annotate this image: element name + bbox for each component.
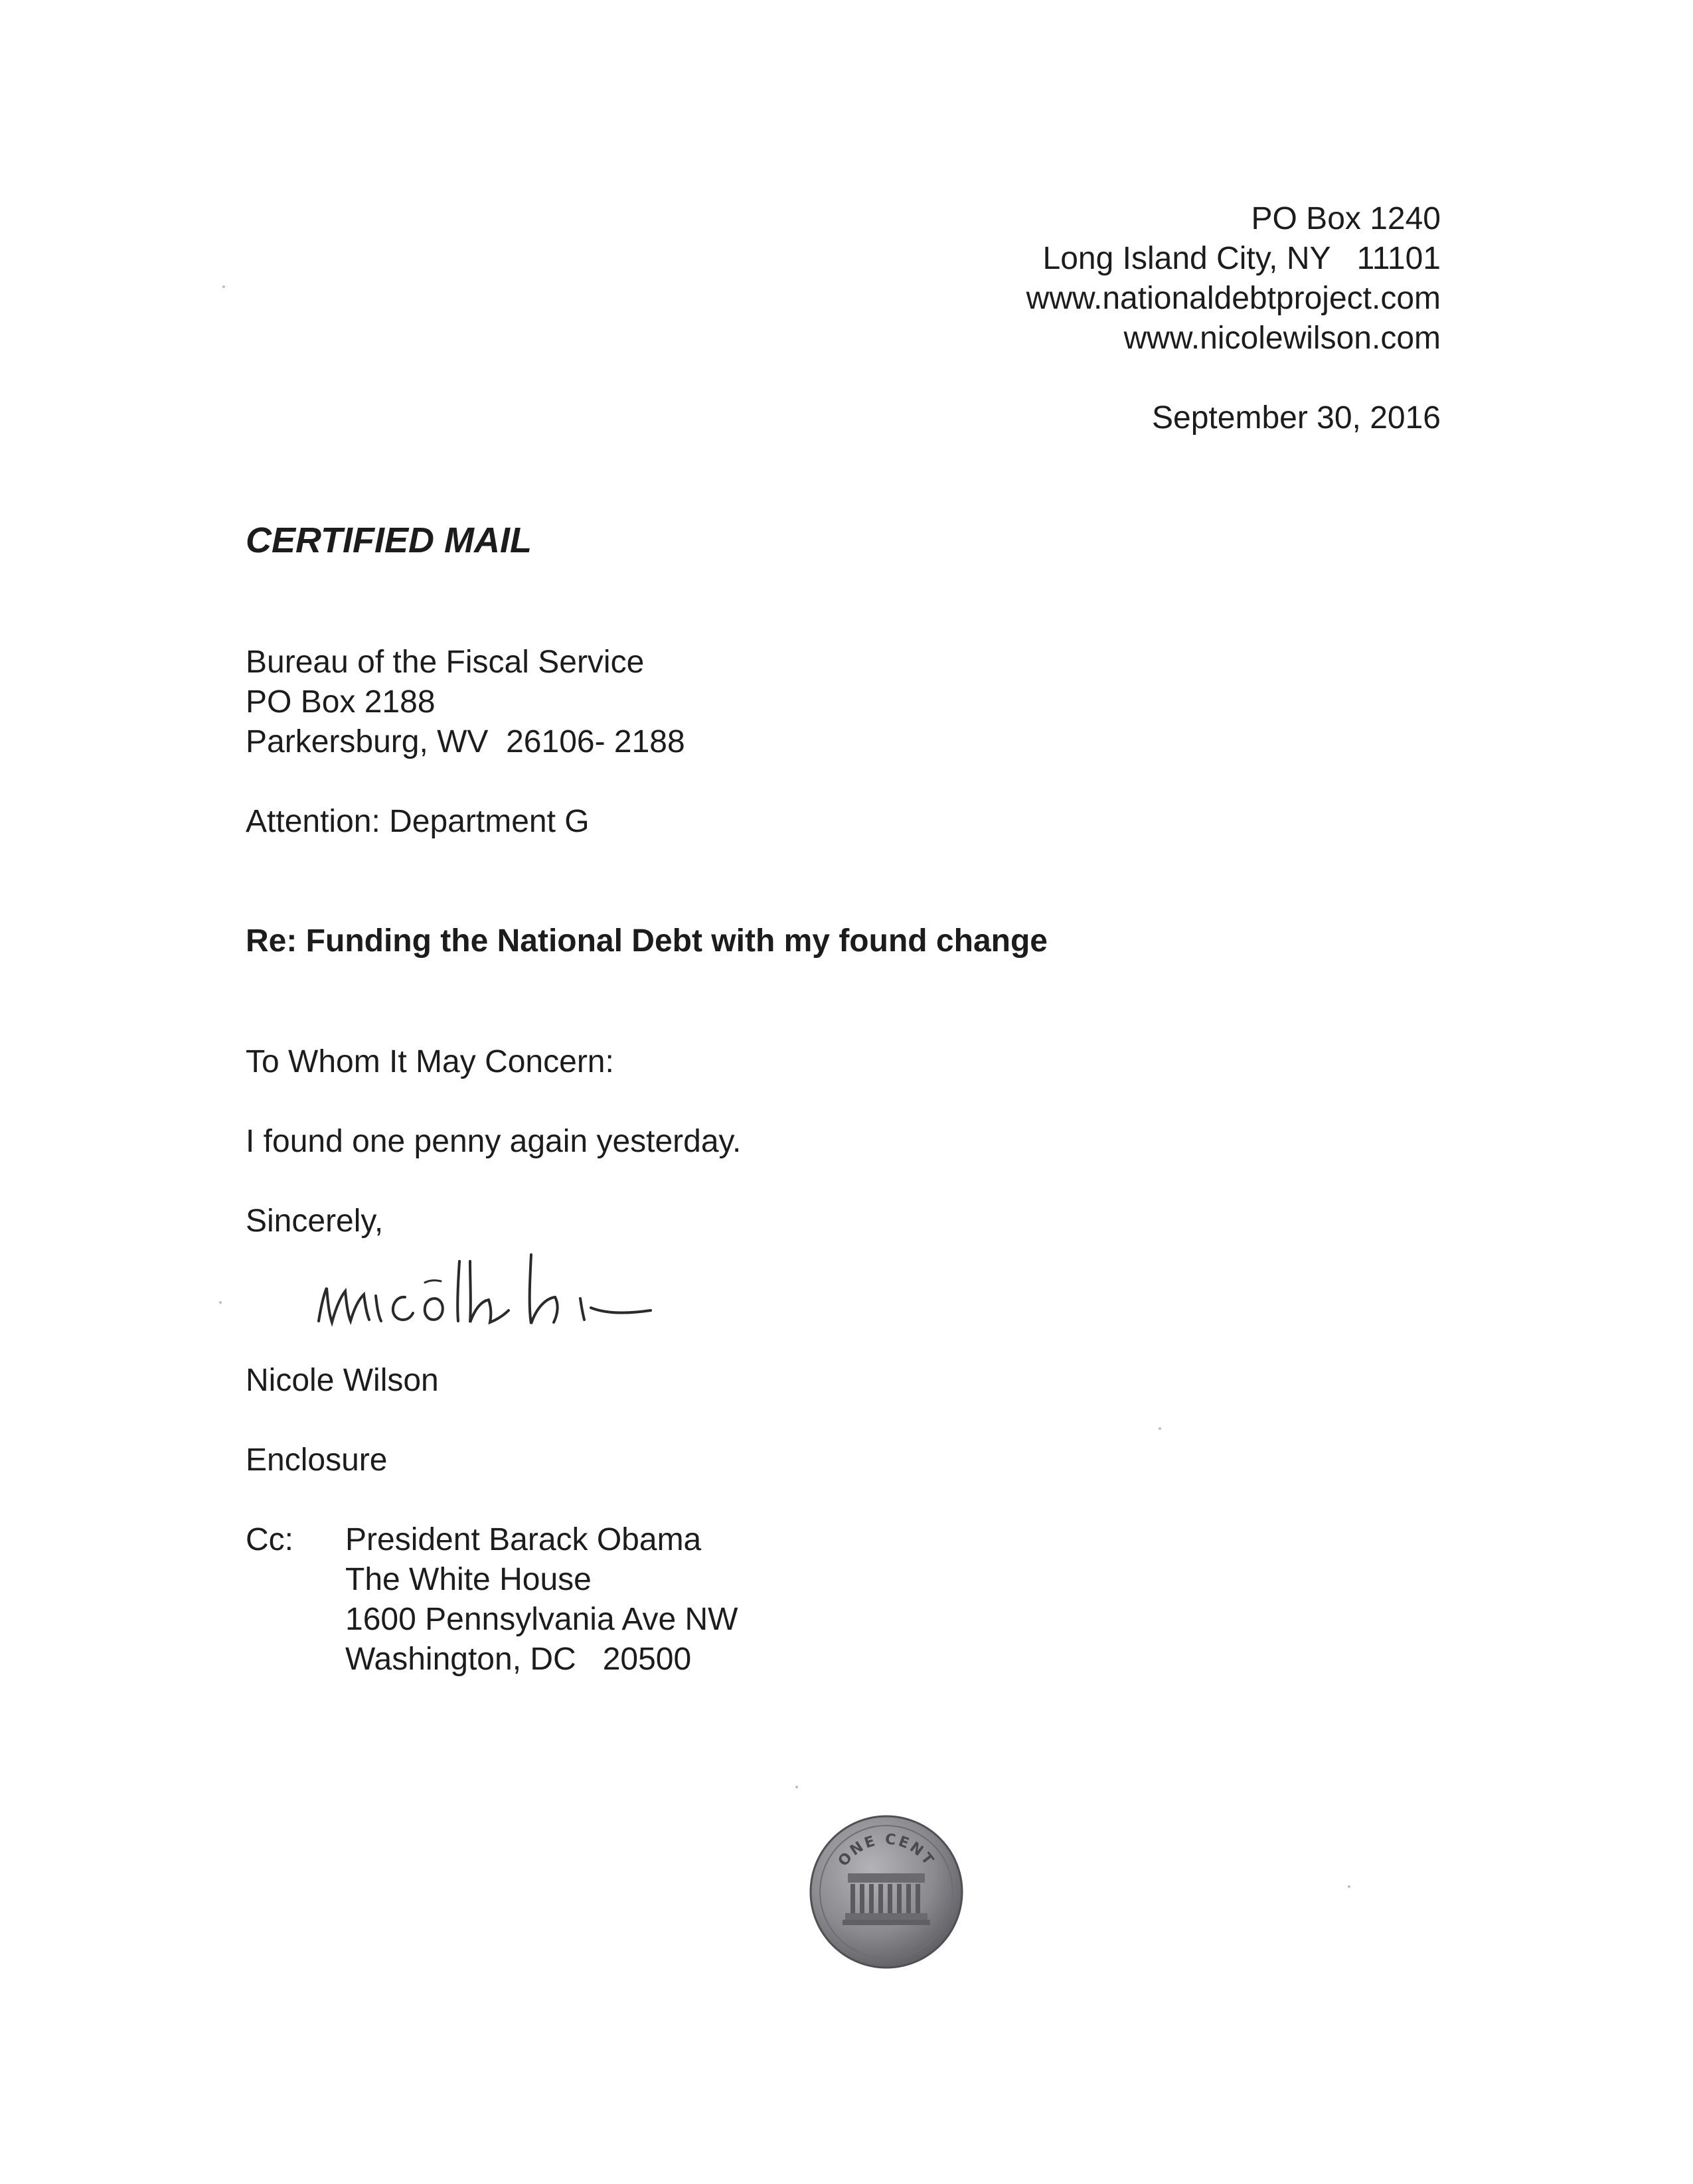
salutation: To Whom It May Concern: (246, 1044, 614, 1079)
attention-line: Attention: Department G (246, 804, 590, 839)
scan-speck (1159, 1427, 1161, 1430)
cc-line3: 1600 Pennsylvania Ave NW (345, 1602, 738, 1637)
cc-line2: The White House (345, 1562, 592, 1597)
sender-address-line1: PO Box 1240 (1251, 201, 1441, 236)
recipient-name: Bureau of the Fiscal Service (246, 645, 645, 680)
svg-text:ONE CENT: ONE CENT (835, 1831, 938, 1870)
cc-line4: Washington, DC 20500 (345, 1642, 692, 1677)
subject-line: Re: Funding the National Debt with my found change (246, 923, 1048, 959)
letter-date: September 30, 2016 (1152, 400, 1441, 435)
sender-website-1: www.nationaldebtproject.com (1026, 281, 1441, 316)
scan-speck (222, 285, 225, 288)
cc-label: Cc: (246, 1522, 293, 1557)
sender-website-2: www.nicolewilson.com (1123, 321, 1441, 356)
penny-coin-icon (807, 1812, 966, 1972)
handwritten-signature (312, 1241, 684, 1348)
delivery-method: CERTIFIED MAIL (246, 520, 532, 560)
scan-speck (1348, 1885, 1350, 1888)
closing: Sincerely, (246, 1204, 384, 1239)
scan-speck (795, 1786, 798, 1788)
recipient-address-line2: Parkersburg, WV 26106- 2188 (246, 724, 685, 759)
letter-body: I found one penny again yesterday. (246, 1124, 742, 1159)
scan-speck (219, 1301, 222, 1304)
enclosure-note: Enclosure (246, 1443, 388, 1478)
recipient-address-line1: PO Box 2188 (246, 684, 436, 720)
signatory-name: Nicole Wilson (246, 1363, 439, 1398)
sender-address-line2: Long Island City, NY 11101 (1042, 241, 1441, 276)
cc-line1: President Barack Obama (345, 1522, 702, 1557)
